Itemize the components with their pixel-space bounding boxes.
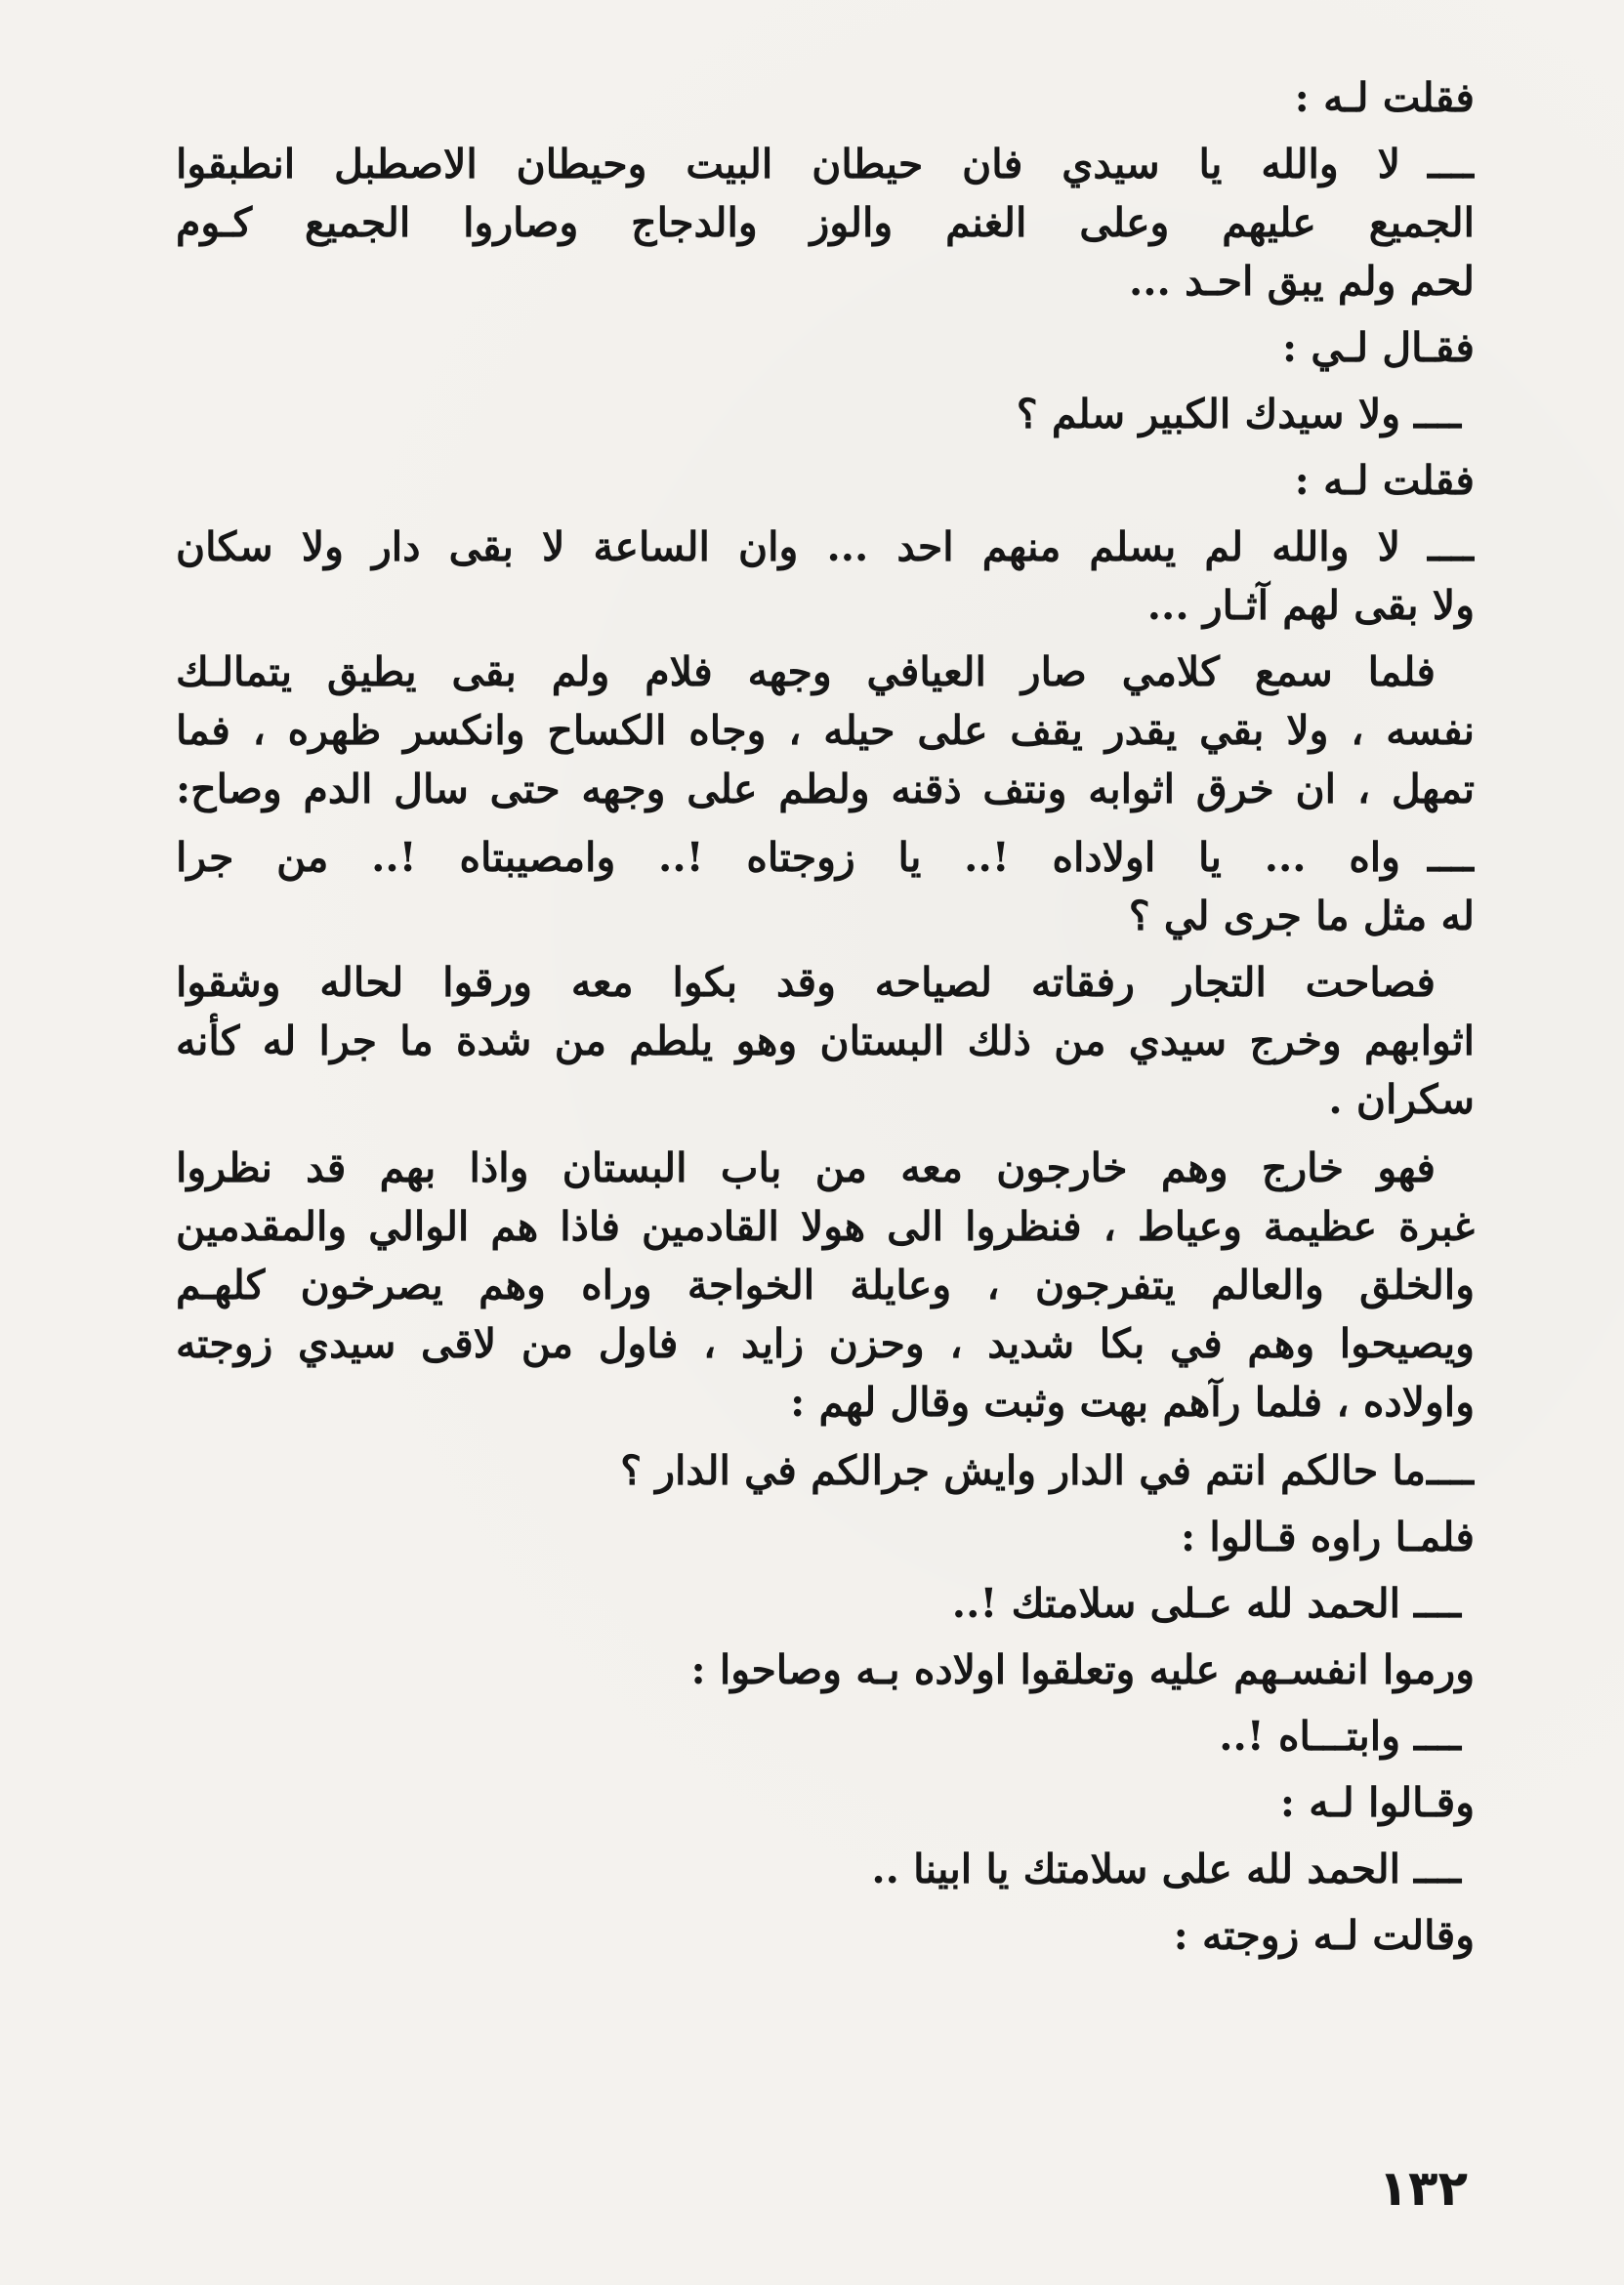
- text-line: تمهل ، ان خرق اثوابه ونتف ذقنه ولطم على وجهه حتى سال الدم وصاح:: [176, 766, 1475, 812]
- text-line: نفسه ، ولا بقي يقدر يقف على حيله ، وجاه الكساح وانكسر ظهره ، فما: [176, 707, 1475, 754]
- dialogue-block: [176, 1840, 1475, 1898]
- text-line: ويصيحوا وهم في بكا شديد ، وحزن زايد ، فاول من لاقى سيدي زوجته: [176, 1320, 1475, 1367]
- text-line: له مثل ما جرى لي ؟: [1128, 893, 1475, 939]
- page-number: ١٣٢: [1378, 2160, 1468, 2217]
- text-line: فهو خارج وهم خارجون معه من باب البستان واذا بهم قد نظروا: [176, 1144, 1436, 1191]
- narration-paragraph: [176, 1139, 1475, 1432]
- dialogue-dash: ــــ: [1427, 834, 1475, 881]
- dialogue-dash: ــــ: [1413, 1846, 1462, 1892]
- text-line: ــــما حالكم انتم في الدار وايش جرالكم في الدار ؟: [176, 1441, 1475, 1500]
- dialogue-block: [176, 518, 1475, 635]
- dialogue-block: [176, 1441, 1475, 1500]
- text-line: فقـال لـي :: [1282, 324, 1475, 371]
- text-line: اثوابهم وخرج سيدي من ذلك البستان وهو يلطم من شدة ما جرا له كأنه: [176, 1018, 1475, 1064]
- narration-paragraph: [176, 643, 1475, 818]
- text-line: ــــالحمد لله على سلامتك يا ابينا ..: [176, 1840, 1475, 1898]
- dialogue-block: [176, 1574, 1475, 1633]
- text-line: والخلق والعالم يتفرجون ، وعايلة الخواجة وراه وهم يصرخون كلهـم: [176, 1262, 1475, 1309]
- text-line: غبرة عظيمة وعياط ، فنظروا الى هولا القادمين فاذا هم الوالي والمقدمين: [176, 1203, 1475, 1250]
- text-line: فقلت لـه :: [1294, 74, 1475, 121]
- text-line: فلما سمع كلامي صار العيافي وجهه فلام ولم بقى يطيق يتمالـك: [176, 648, 1436, 695]
- dialogue-dash: ــــ: [1413, 391, 1462, 437]
- page-text: [176, 68, 1475, 1973]
- text-line: فصاحت التجار رفقاته لصياحه وقد بكوا معه ورقوا لحاله وشقوا: [176, 959, 1436, 1006]
- text-line: ــــولا سيدك الكبير سلم ؟: [176, 385, 1475, 443]
- text-line: الجميع عليهم وعلى الغنم والوز والدجاج وصاروا الجميع كـوم: [176, 199, 1475, 246]
- text-line: لحم ولم يبق احـد ...: [1129, 258, 1475, 305]
- narration-label: [176, 1773, 1475, 1832]
- text-line: وقـالوا لـه :: [1279, 1779, 1475, 1826]
- narration-label: [176, 68, 1475, 127]
- text-line: ورموا انفسـهم عليه وتعلقوا اولاده بـه وصاحوا :: [690, 1646, 1475, 1693]
- narration-label: [176, 318, 1475, 377]
- dialogue-block: [176, 828, 1475, 945]
- dialogue-block: [176, 1707, 1475, 1766]
- narration-label: [176, 1641, 1475, 1699]
- text-line: ــــواه ... يا اولاداه !.. يا زوجتاه !.. وامصيبتاه !.. من جرا: [176, 828, 1475, 887]
- text-line: ــــالحمد لله عـلى سلامتك !..: [176, 1574, 1475, 1633]
- text-line: ــــلا والله لم يسلم منهم احد ... وان الساعة لا بقى دار ولا سكان: [176, 518, 1475, 576]
- dialogue-dash: ــــ: [1426, 1447, 1475, 1494]
- text-line: ولا بقى لهم آثـار ...: [1146, 582, 1475, 629]
- narration-label: [176, 1508, 1475, 1566]
- narration-label: [176, 1906, 1475, 1965]
- text-line: سكران .: [1328, 1076, 1475, 1123]
- dialogue-dash: ــــ: [1427, 141, 1475, 187]
- text-line: فلمـا راوه قـالوا :: [1181, 1514, 1475, 1560]
- text-line: ــــوابتـــاه !..: [176, 1707, 1475, 1766]
- narration-label: [176, 451, 1475, 510]
- text-line: ــــلا والله يا سيدي فان حيطان البيت وحيطان الاصطبل انطبقوا: [176, 135, 1475, 193]
- dialogue-dash: ــــ: [1413, 1713, 1462, 1760]
- text-line: وقالت لـه زوجته :: [1173, 1912, 1475, 1959]
- text-line: فقلت لـه :: [1294, 457, 1475, 504]
- dialogue-dash: ــــ: [1413, 1580, 1462, 1627]
- dialogue-block: [176, 135, 1475, 311]
- dialogue-block: [176, 385, 1475, 443]
- dialogue-dash: ــــ: [1427, 523, 1475, 570]
- narration-paragraph: [176, 953, 1475, 1129]
- text-line: واولاده ، فلما رآهم بهت وثبت وقال لهم :: [790, 1379, 1475, 1426]
